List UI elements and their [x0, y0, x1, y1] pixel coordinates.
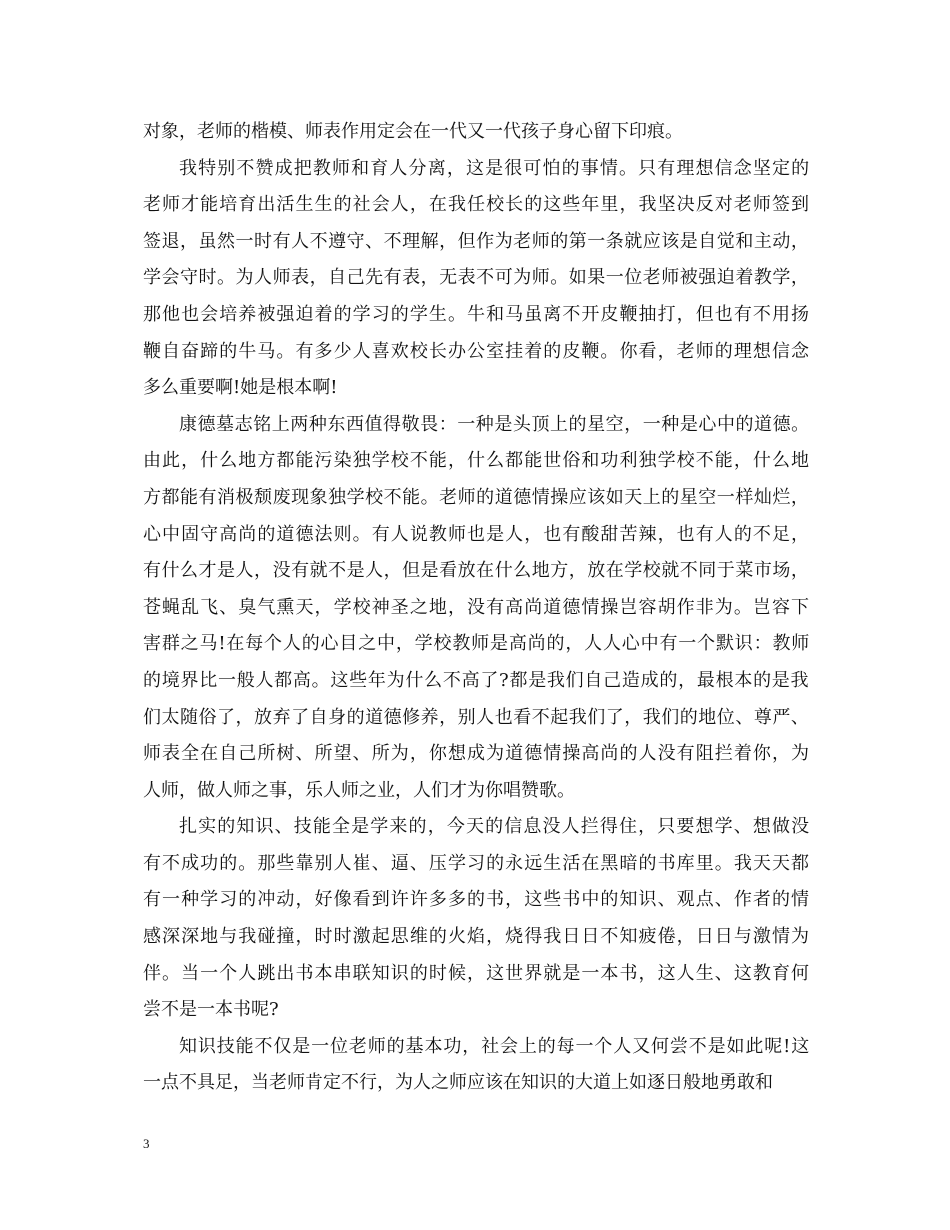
text-line: 们太随俗了，放弃了自身的道德修养，别人也看不起我们了，我们的地位、尊严、: [143, 706, 810, 728]
text-line: 伴。当一个人跳出书本串联知识的时候，这世界就是一本书，这人生、这教育何: [143, 962, 811, 984]
text-line: 那他也会培养被强迫着的学习的学生。牛和马虽离不开皮鞭抽打，但也有不用扬: [143, 303, 811, 325]
text-line: 多么重要啊!她是根本啊!: [143, 377, 338, 399]
page-number: 3: [143, 1136, 150, 1151]
text-line: 签退，虽然一时有人不遵守、不理解，但作为老师的第一条就应该是自觉和主动，: [143, 230, 810, 252]
text-line: 对象，老师的楷模、师表作用定会在一代又一代孩子身心留下印痕。: [143, 121, 683, 142]
text-line: 害群之马!在每个人的心目之中，学校教师是高尚的，人人心中有一个默识：教师: [143, 633, 811, 655]
body-text: [143, 114, 809, 1102]
text-line: 师表全在自己所树、所望、所为，你想成为道德情操高尚的人没有阻拦着你，为: [143, 743, 811, 765]
paragraph-first-line: 扎实的知识、技能全是学来的，今天的信息没人拦得住，只要想学、想做没: [179, 816, 811, 838]
text-line: 方都能有消极颓废现象独学校不能。老师的道德情操应该如天上的星空一样灿烂，: [143, 486, 810, 508]
text-line: 一点不具足，当老师肯定不行，为人之师应该在知识的大道上如逐日般地勇敢和: [143, 1072, 773, 1094]
text-line: 感深深地与我碰撞，时时激起思维的火焰，烧得我日日不知疲倦，日日与激情为: [143, 926, 811, 948]
text-line: 的境界比一般人都高。这些年为什么不高了?都是我们自己造成的，最根本的是我: [143, 669, 810, 691]
text-line: 有一种学习的冲动，好像看到许许多多的书，这些书中的知识、观点、作者的情: [143, 889, 811, 911]
text-line: 老师才能培育出活生生的社会人，在我任校长的这些年里，我坚决反对老师签到: [143, 194, 811, 216]
text-line: 有不成功的。那些靠别人崔、逼、压学习的永远生活在黑暗的书库里。我天天都: [143, 852, 811, 874]
paragraph-first-line: 知识技能不仅是一位老师的基本功，社会上的每一个人又何尝不是如此呢!这: [179, 1035, 811, 1057]
paragraph-first-line: 我特别不赞成把教师和育人分离，这是很可怕的事情。只有理想信念坚定的: [179, 157, 811, 179]
text-line: 尝不是一本书呢?: [143, 999, 279, 1021]
paragraph-first-line: 康德墓志铭上两种东西值得敬畏：一种是头顶上的星空，一种是心中的道德。: [179, 413, 810, 435]
text-line: 有什么才是人，没有就不是人，但是看放在什么地方，放在学校就不同于菜市场，: [143, 560, 810, 582]
text-line: 苍蝇乱飞、臭气熏天，学校神圣之地，没有高尚道德情操岂容胡作非为。岂容下: [143, 596, 811, 618]
text-line: 人师，做人师之事，乐人师之业，人们才为你唱赞歌。: [143, 779, 575, 801]
text-line: 由此，什么地方都能污染独学校不能，什么都能世俗和功利独学校不能，什么地: [143, 450, 811, 472]
text-line: 心中固守高尚的道德法则。有人说教师也是人，也有酸甜苦辣，也有人的不足，: [143, 523, 811, 545]
text-line: 鞭自奋蹄的牛马。有多少人喜欢校长办公室挂着的皮鞭。你看，老师的理想信念: [143, 340, 811, 362]
text-line: 学会守时。为人师表，自己先有表，无表不可为师。如果一位老师被强迫着教学，: [143, 267, 810, 289]
